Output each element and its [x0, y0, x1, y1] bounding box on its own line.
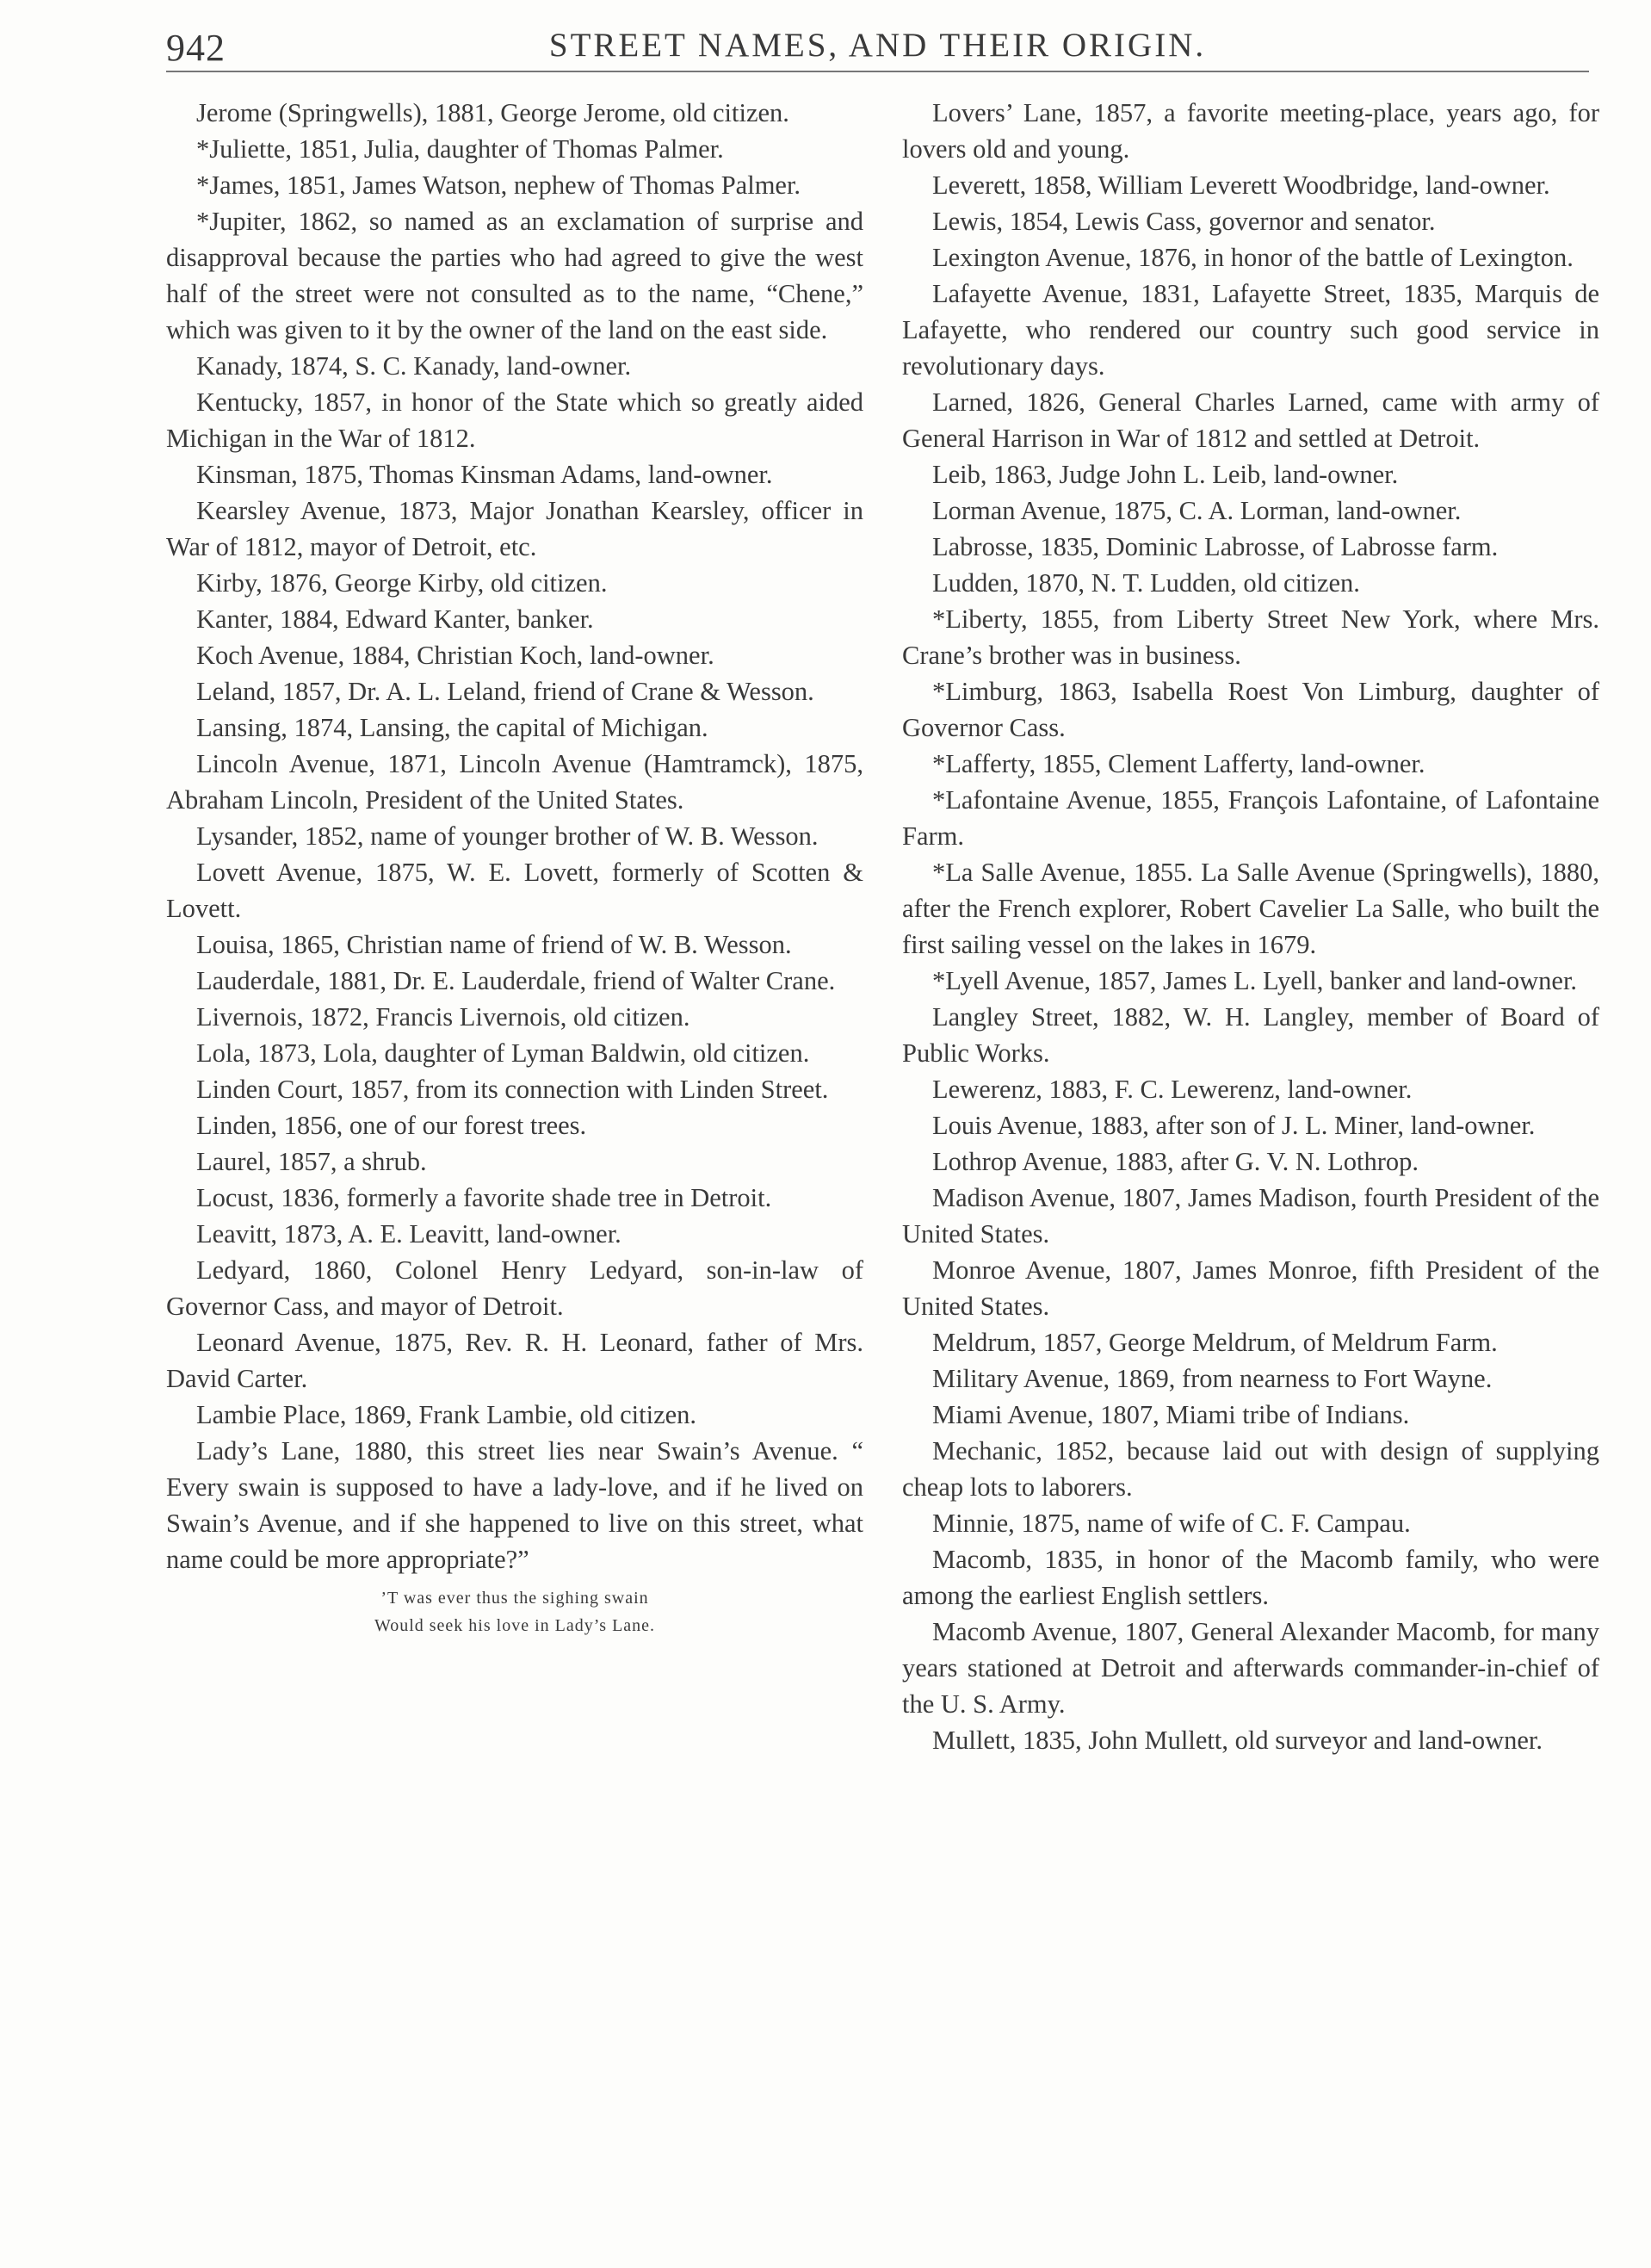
street-entry: Langley Street, 1882, W. H. Langley, member of Board of Public Works. [902, 1002, 1599, 1068]
street-entry: *Juliette, 1851, Julia, daughter of Thomas Palmer. [196, 134, 724, 164]
street-entry: Mullett, 1835, John Mullett, old surveyor and land-owner. [932, 1726, 1543, 1755]
street-entry: Jerome (Springwells), 1881, George Jerome, old citizen. [196, 98, 789, 127]
street-entry: Larned, 1826, General Charles Larned, came with army of General Harrison in War of 1812 and settled at Detroit. [902, 387, 1599, 453]
street-entry: Kanady, 1874, S. C. Kanady, land-owner. [196, 351, 632, 381]
street-entry: Louisa, 1865, Christian name of friend of W. B. Wesson. [196, 930, 792, 959]
street-entry: Minnie, 1875, name of wife of C. F. Campau. [932, 1509, 1411, 1538]
street-entry: Lewerenz, 1883, F. C. Lewerenz, land-owner. [932, 1075, 1413, 1104]
street-entry: Macomb Avenue, 1807, General Alexander Macomb, for many years stationed at Detroit and afterwards commander-in-chief of the U. S. Army. [902, 1617, 1599, 1719]
street-entry: Ledyard, 1860, Colonel Henry Ledyard, son-in-law of Governor Cass, and mayor of Detroit. [166, 1255, 863, 1321]
street-entry: Lewis, 1854, Lewis Cass, governor and senator. [932, 207, 1436, 236]
street-entry: *Limburg, 1863, Isabella Roest Von Limburg, daughter of Governor Cass. [902, 677, 1599, 742]
street-entry: Locust, 1836, formerly a favorite shade tree in Detroit. [196, 1183, 772, 1212]
street-entry: Lafayette Avenue, 1831, Lafayette Street, 1835, Marquis de Lafayette, who rendered our country such good service in revolutionary days. [902, 279, 1599, 381]
street-entry: Leonard Avenue, 1875, Rev. R. H. Leonard, father of Mrs. David Carter. [166, 1328, 863, 1393]
page-number: 942 [166, 27, 226, 69]
street-entry: Kearsley Avenue, 1873, Major Jonathan Kearsley, officer in War of 1812, mayor of Detroit, etc. [166, 496, 863, 561]
right-column [902, 95, 1599, 1758]
street-entry: Lincoln Avenue, 1871, Lincoln Avenue (Hamtramck), 1875, Abraham Lincoln, President of the United States. [166, 749, 863, 815]
street-entry: *Lyell Avenue, 1857, James L. Lyell, banker and land-owner. [932, 966, 1578, 995]
street-entry: *Lafontaine Avenue, 1855, François Lafontaine, of Lafontaine Farm. [902, 785, 1599, 851]
street-entry: Labrosse, 1835, Dominic Labrosse, of Labrosse farm. [932, 532, 1499, 561]
street-entry: Kinsman, 1875, Thomas Kinsman Adams, land-owner. [196, 460, 773, 489]
street-entry: Laurel, 1857, a shrub. [196, 1147, 427, 1176]
street-entry: Lysander, 1852, name of younger brother of W. B. Wesson. [196, 821, 819, 851]
street-entry: *Lafferty, 1855, Clement Lafferty, land-owner. [932, 749, 1425, 778]
running-header [166, 22, 1589, 74]
street-entry: *James, 1851, James Watson, nephew of Thomas Palmer. [196, 170, 801, 200]
street-entry: Koch Avenue, 1884, Christian Koch, land-owner. [196, 641, 714, 670]
street-entry: *La Salle Avenue, 1855. La Salle Avenue (Springwells), 1880, after the French explorer, Robert Cavelier La Salle, who built the first sailing vessel on the lakes in 1679. [902, 858, 1599, 959]
street-entry: Kanter, 1884, Edward Kanter, banker. [196, 604, 594, 634]
street-entry: Lansing, 1874, Lansing, the capital of Michigan. [196, 713, 708, 742]
street-entry: Lovers’ Lane, 1857, a favorite meeting-place, years ago, for lovers old and young. [902, 98, 1599, 164]
street-entry: Lovett Avenue, 1875, W. E. Lovett, formerly of Scotten & Lovett. [166, 858, 863, 923]
street-entry: Kirby, 1876, George Kirby, old citizen. [196, 568, 608, 598]
street-entry: Leib, 1863, Judge John L. Leib, land-owner. [932, 460, 1399, 489]
street-entry: Meldrum, 1857, George Meldrum, of Meldrum Farm. [932, 1328, 1498, 1357]
street-entry: Monroe Avenue, 1807, James Monroe, fifth President of the United States. [902, 1255, 1599, 1321]
street-entry: Livernois, 1872, Francis Livernois, old citizen. [196, 1002, 690, 1032]
street-entry: *Liberty, 1855, from Liberty Street New York, where Mrs. Crane’s brother was in business. [902, 604, 1599, 670]
street-entry: Lexington Avenue, 1876, in honor of the battle of Lexington. [932, 243, 1574, 272]
street-entry: Mechanic, 1852, because laid out with design of supplying cheap lots to laborers. [902, 1436, 1599, 1502]
street-entry: Kentucky, 1857, in honor of the State which so greatly aided Michigan in the War of 1812. [166, 387, 863, 453]
verse-quote [166, 1584, 863, 1639]
verse-line: Would seek his love in Lady’s Lane. [374, 1616, 656, 1635]
running-title: STREET NAMES, AND THEIR ORIGIN. [548, 27, 1207, 64]
left-column [166, 95, 863, 1639]
header-rule [166, 71, 1589, 72]
street-entry: Lady’s Lane, 1880, this street lies near Swain’s Avenue. “ Every swain is supposed to have a lady-love, and if he lived on Swain’s Avenue, and if she happened to live on this street, what name could be more appropriate?” [166, 1436, 863, 1574]
street-entry: Lola, 1873, Lola, daughter of Lyman Baldwin, old citizen. [196, 1038, 810, 1068]
street-entry: Leavitt, 1873, A. E. Leavitt, land-owner. [196, 1219, 621, 1249]
street-entry: Lothrop Avenue, 1883, after G. V. N. Lothrop. [932, 1147, 1419, 1176]
street-entry: Linden Court, 1857, from its connection with Linden Street. [196, 1075, 829, 1104]
street-entry: *Jupiter, 1862, so named as an exclamation of surprise and disapproval because the parties who had agreed to give the west half of the street were not consulted as to the name, “Chene,” which was given to it by the owner of the land on the east side. [166, 207, 863, 344]
street-entry: Military Avenue, 1869, from nearness to Fort Wayne. [932, 1364, 1493, 1393]
street-entry: Leverett, 1858, William Leverett Woodbridge, land-owner. [932, 170, 1550, 200]
street-entry: Louis Avenue, 1883, after son of J. L. Miner, land-owner. [932, 1111, 1536, 1140]
street-entry: Lambie Place, 1869, Frank Lambie, old citizen. [196, 1400, 697, 1429]
street-entry: Macomb, 1835, in honor of the Macomb family, who were among the earliest English settlers. [902, 1545, 1599, 1610]
street-entry: Lorman Avenue, 1875, C. A. Lorman, land-owner. [932, 496, 1462, 525]
street-entry: Madison Avenue, 1807, James Madison, fourth President of the United States. [902, 1183, 1599, 1249]
street-entry: Linden, 1856, one of our forest trees. [196, 1111, 587, 1140]
street-entry: Miami Avenue, 1807, Miami tribe of Indians. [932, 1400, 1410, 1429]
verse-line: ’T was ever thus the sighing swain [380, 1589, 649, 1608]
street-entry: Leland, 1857, Dr. A. L. Leland, friend of Crane & Wesson. [196, 677, 814, 706]
street-entry: Ludden, 1870, N. T. Ludden, old citizen. [932, 568, 1360, 598]
street-entry: Lauderdale, 1881, Dr. E. Lauderdale, friend of Walter Crane. [196, 966, 836, 995]
